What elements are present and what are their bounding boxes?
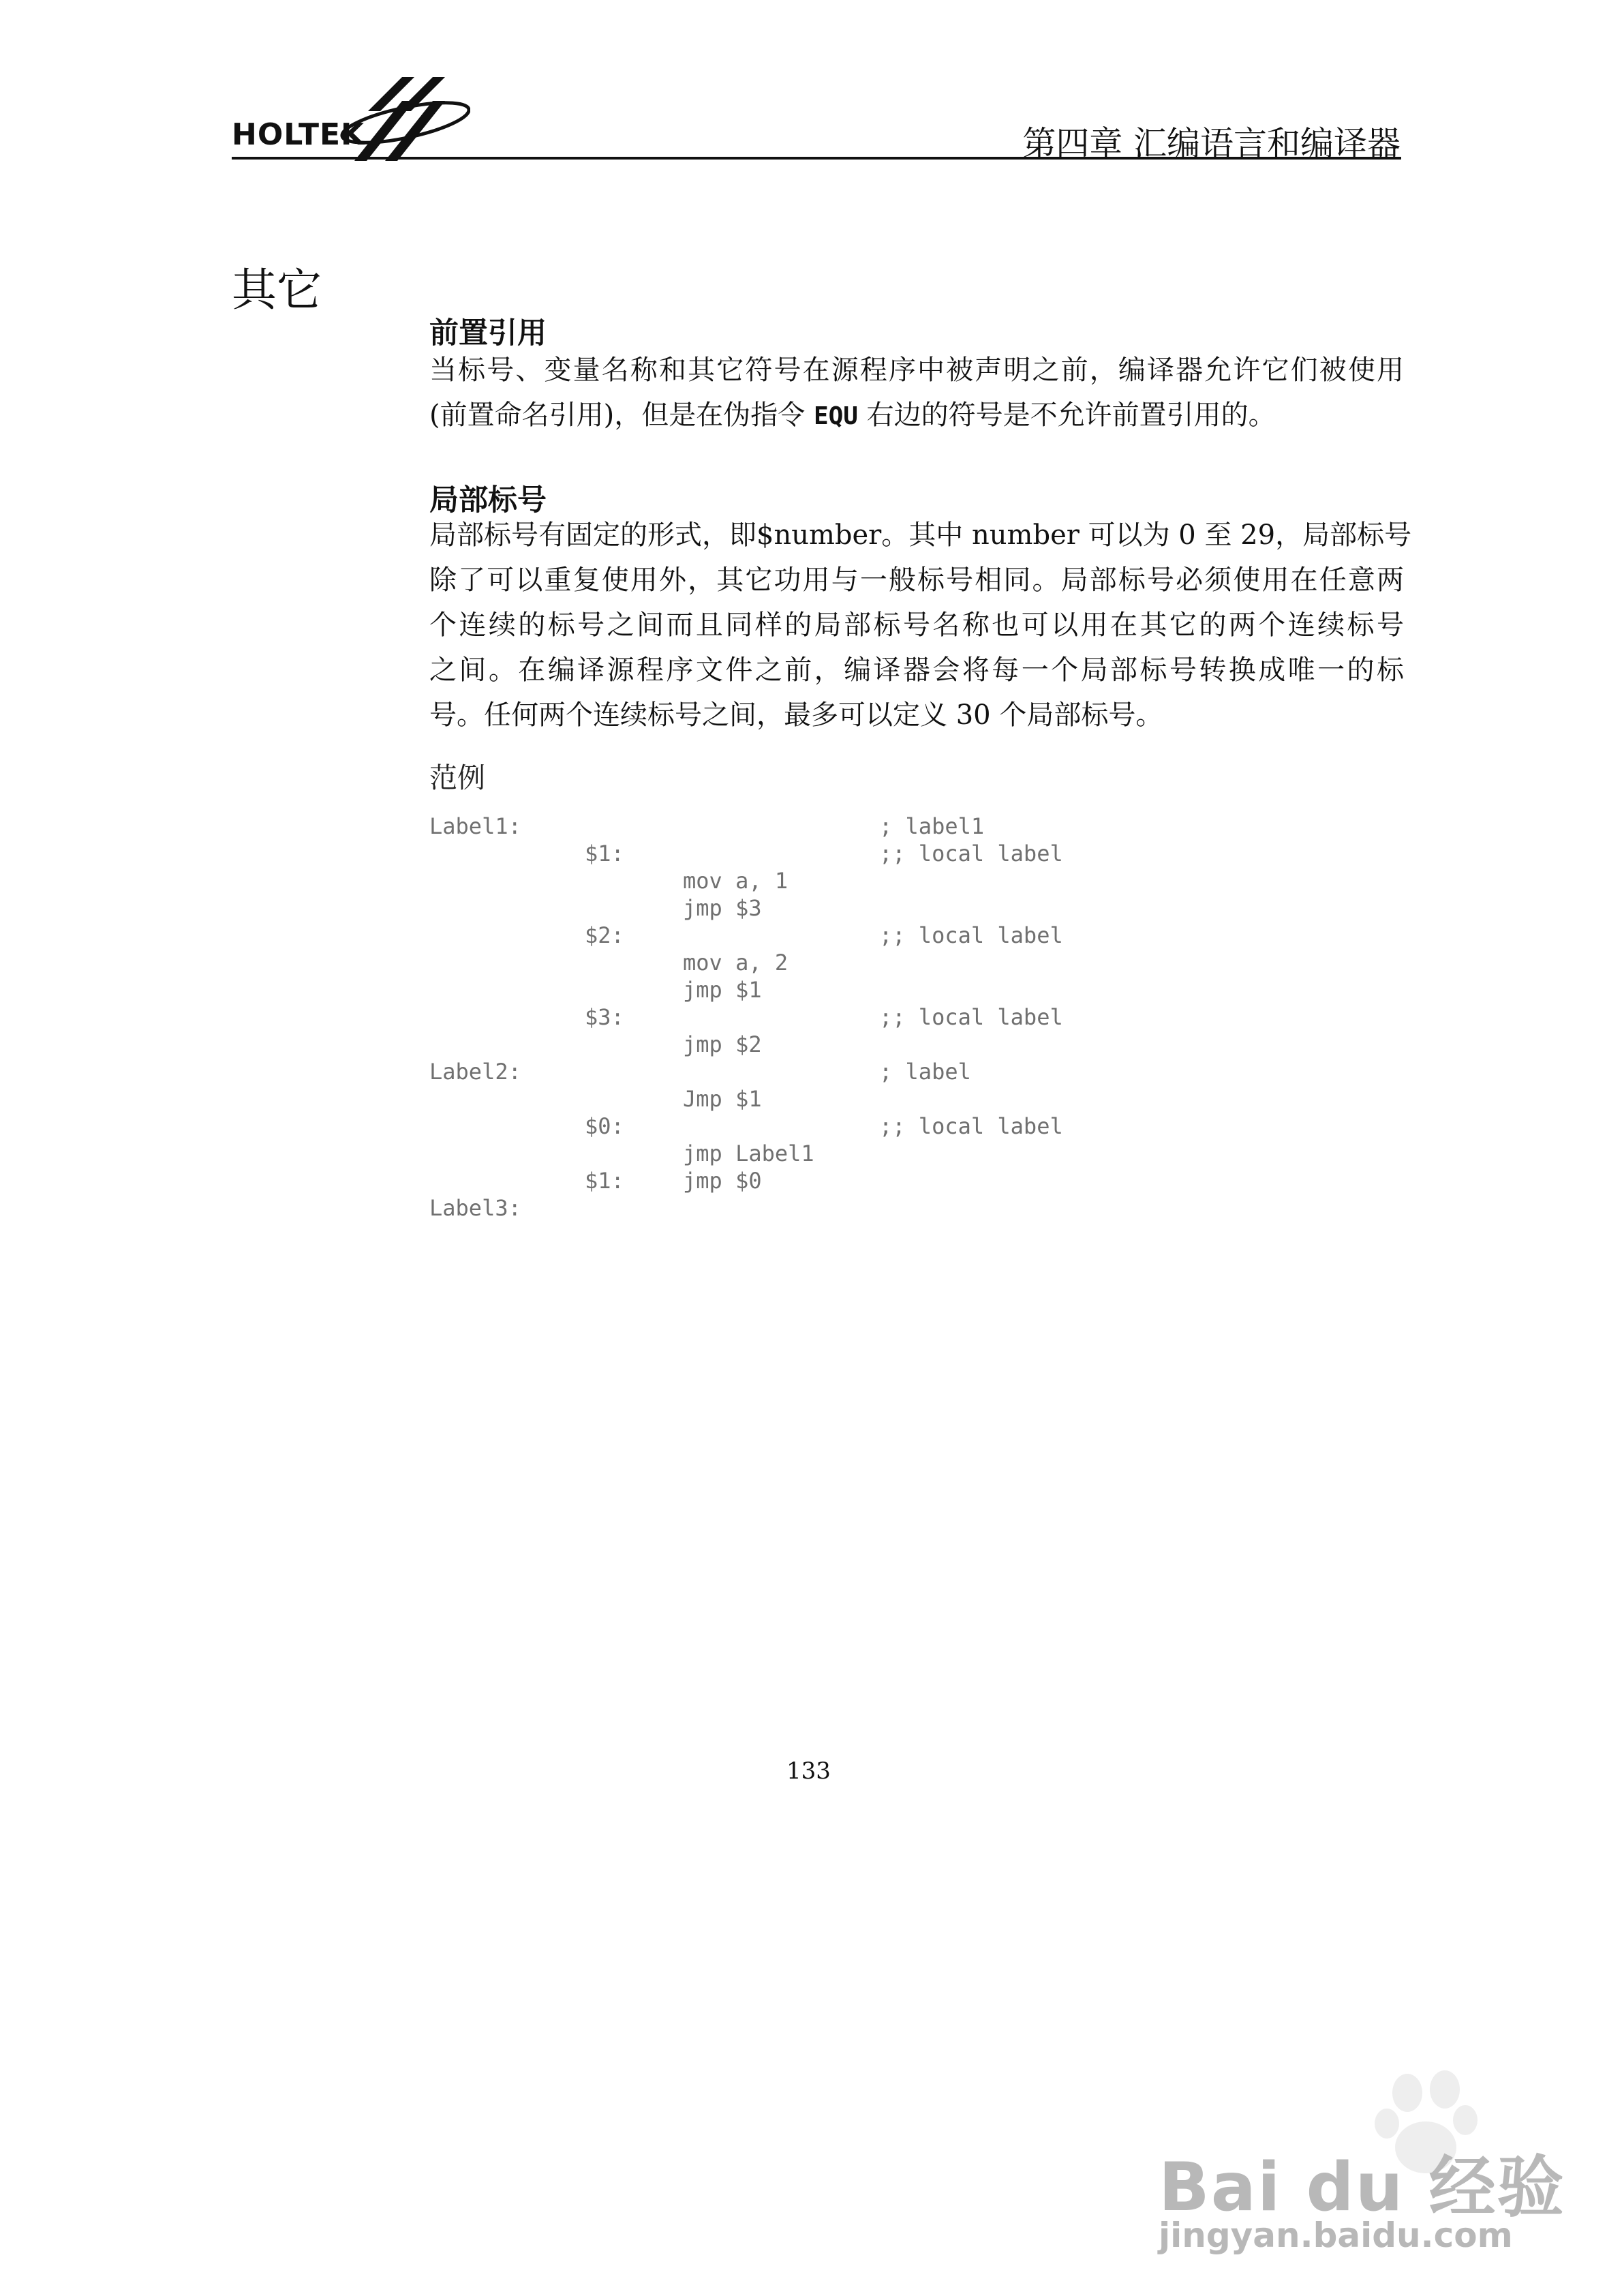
chapter-title: 第四章 汇编语言和编译器 bbox=[1022, 124, 1401, 163]
code-token: jmp $1 bbox=[683, 977, 762, 1003]
watermark-brand: Bai du 经验 bbox=[1159, 2149, 1565, 2226]
example-label: 范例 bbox=[429, 761, 485, 794]
code-token: Label3: bbox=[429, 1195, 521, 1221]
paragraph-line bbox=[429, 393, 1404, 439]
code-token: jmp $3 bbox=[683, 895, 762, 921]
subheading-forward-reference: 前置引用 bbox=[429, 316, 547, 350]
code-token: Label2: bbox=[429, 1059, 521, 1085]
header-divider bbox=[232, 157, 1401, 160]
paragraph-line: 号。任何两个连续标号之间，最多可以定义 30 个局部标号。 bbox=[429, 699, 1163, 731]
paragraph-forward-reference bbox=[429, 348, 1404, 439]
code-token: ;; local label bbox=[879, 922, 1063, 948]
code-token: jmp Label1 bbox=[683, 1141, 814, 1166]
code-token: ; label bbox=[879, 1059, 971, 1085]
holtek-logo-text: HOLTEK bbox=[232, 117, 365, 152]
code-token: mov a, 1 bbox=[683, 868, 789, 894]
section-title: 其它 bbox=[232, 264, 322, 316]
watermark-url: jingyan.baidu.com bbox=[1159, 2216, 1513, 2255]
code-token: ;; local label bbox=[879, 841, 1063, 866]
text-run: (前置命名引用)，但是在伪指令 bbox=[429, 399, 814, 431]
code-token: ;; local label bbox=[879, 1113, 1063, 1139]
code-token: ; label1 bbox=[879, 813, 985, 839]
code-token: Label1: bbox=[429, 813, 521, 839]
code-token: $2: bbox=[585, 922, 624, 948]
text-run: 当标号、变量名称和其它符号在源程序中被声明之前，编译器允许它们被使用 bbox=[429, 354, 1404, 386]
paragraph-line: 之间。在编译源程序文件之前，编译器会将每一个局部标号转换成唯一的标 bbox=[429, 654, 1404, 686]
code-token: ;; local label bbox=[879, 1004, 1063, 1030]
keyword-equ: EQU bbox=[813, 402, 858, 430]
code-token: Jmp $1 bbox=[683, 1086, 762, 1112]
paragraph-line: 除了可以重复使用外，其它功用与一般标号相同。局部标号必须使用在任意两 bbox=[429, 564, 1404, 596]
code-token: $0: bbox=[585, 1113, 624, 1139]
code-token: jmp $0 bbox=[683, 1168, 762, 1194]
paragraph-line: 个连续的标号之间而且同样的局部标号名称也可以用在其它的两个连续标号 bbox=[429, 609, 1404, 641]
code-token: mov a, 2 bbox=[683, 950, 789, 976]
paragraph-local-labels bbox=[429, 513, 1412, 738]
paragraph-line: 局部标号有固定的形式，即$number。其中 number 可以为 0 至 29，局部标号 bbox=[429, 519, 1412, 551]
paragraph-line bbox=[429, 348, 1404, 393]
page-number: 133 bbox=[786, 1757, 831, 1785]
code-token: jmp $2 bbox=[683, 1031, 762, 1057]
code-token: $1: bbox=[585, 1168, 624, 1194]
subheading-local-labels: 局部标号 bbox=[429, 483, 547, 517]
code-token: $1: bbox=[585, 841, 624, 866]
code-token: $3: bbox=[585, 1004, 624, 1030]
text-run: 右边的符号是不允许前置引用的。 bbox=[857, 399, 1276, 431]
